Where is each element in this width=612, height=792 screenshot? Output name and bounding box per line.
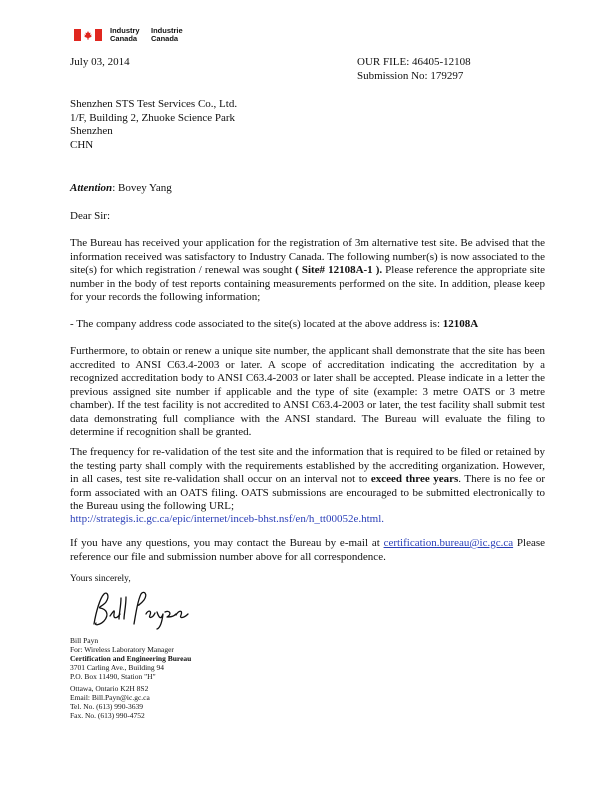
handwritten-signature — [88, 588, 198, 630]
dept-name-french: Industrie Canada — [151, 26, 183, 43]
paragraph-contact: If you have any questions, you may contact the Bureau by e-mail at certification.bureau@ic.gc.ca Please reference our file and submission number above for all correspondence. — [70, 537, 545, 563]
signer-organization: Certification and Engineering Bureau — [70, 654, 192, 663]
signer-phone: Tel. No. (613) 990-3639 — [70, 702, 144, 711]
signer-fax: Fax. No. (613) 990-4752 — [70, 711, 145, 720]
company-code: 12108A — [442, 318, 479, 330]
paragraph-registration: The Bureau has received your application for the registration of 3m alternative test site. Be advised that the information received was satisfactory to Industry Canada. The following number(s) is now associated to the site(s) for which registration / renewal was sought ( Site# 12108A-1 ). Please reference the appropriate site number in the body of test reports containing measurements performed on the site. In addition, please keep for your records the following information; — [70, 237, 546, 303]
bureau-email-link[interactable]: certification.bureau@ic.gc.ca — [383, 537, 514, 549]
dept-name-english: Industry Canada — [110, 26, 140, 43]
signer-address: 3701 Carling Ave., Building 94 — [70, 663, 165, 672]
submission-reference: Submission No: 179297 — [357, 70, 464, 82]
canada-flag-icon — [74, 29, 102, 41]
three-years-text: exceed three years — [370, 473, 459, 485]
signer-address: Ottawa, Ontario K2H 8S2 — [70, 684, 149, 693]
company-code-line: - The company address code associated to the site(s) located at the above address is: 12108A — [70, 318, 479, 330]
recipient-line: 1/F, Building 2, Zhuoke Science Park — [70, 111, 236, 124]
attention-line: Attention: Bovey Yang — [70, 182, 172, 194]
signer-name: Bill Payn — [70, 636, 99, 645]
recipient-line: Shenzhen STS Test Services Co., Ltd. — [70, 98, 238, 110]
attention-label: Attention — [70, 182, 113, 194]
signer-address: P.O. Box 11490, Station "H" — [70, 672, 156, 681]
paragraph-accreditation: Furthermore, to obtain or renew a unique site number, the applicant shall demonstrate that the site has been accredited to ANSI C63.4-2003 or later. A scope of accreditation indicating the accreditation by a recognized accreditation body to ANSI C63.4-2003 or later shall be accepted. Please indicate in a letter the previous assigned site number if applicable and the type of site (example: 3 metre OATS or 3 metre chamber). If the test facility is not accredited to ANSI C63.4-2003 or later, the test facility shall submit test data demonstrating full compliance with the ANSI standard. The Bureau will evaluate the filing to determine if recognition shall be granted. — [70, 345, 545, 438]
recipient-address — [70, 98, 237, 152]
paragraph-revalidation: The frequency for re-validation of the test site and the information that is required to be filed or retained by the testing party shall comply with the requirements established by the accrediting organization. However, in all cases, test site re-validation shall occur on an interval not to exceed three years. There is no fee or form associated with an OATS filing. OATS submissions are encouraged to be submitted electronically to the Bureau using the following URL; — [70, 446, 546, 512]
signer-email[interactable]: Email: Bill.Payn@ic.gc.ca — [70, 693, 150, 702]
closing: Yours sincerely, — [70, 574, 131, 584]
file-reference: OUR FILE: 46405-12108 — [357, 56, 471, 68]
letter-date: July 03, 2014 — [70, 56, 130, 68]
salutation: Dear Sir: — [70, 210, 111, 222]
signer-title: For: Wireless Laboratory Manager — [70, 645, 174, 654]
oats-url-link[interactable]: http://strategis.ic.gc.ca/epic/internet/inceb-bhst.nsf/en/h_tt00052e.html. — [70, 513, 385, 525]
signer-block — [70, 636, 191, 720]
site-number: ( Site# 12108A-1 ). — [295, 264, 383, 276]
recipient-line: Shenzhen — [70, 125, 113, 137]
attention-name: Bovey Yang — [118, 182, 172, 194]
recipient-line: CHN — [70, 138, 94, 151]
